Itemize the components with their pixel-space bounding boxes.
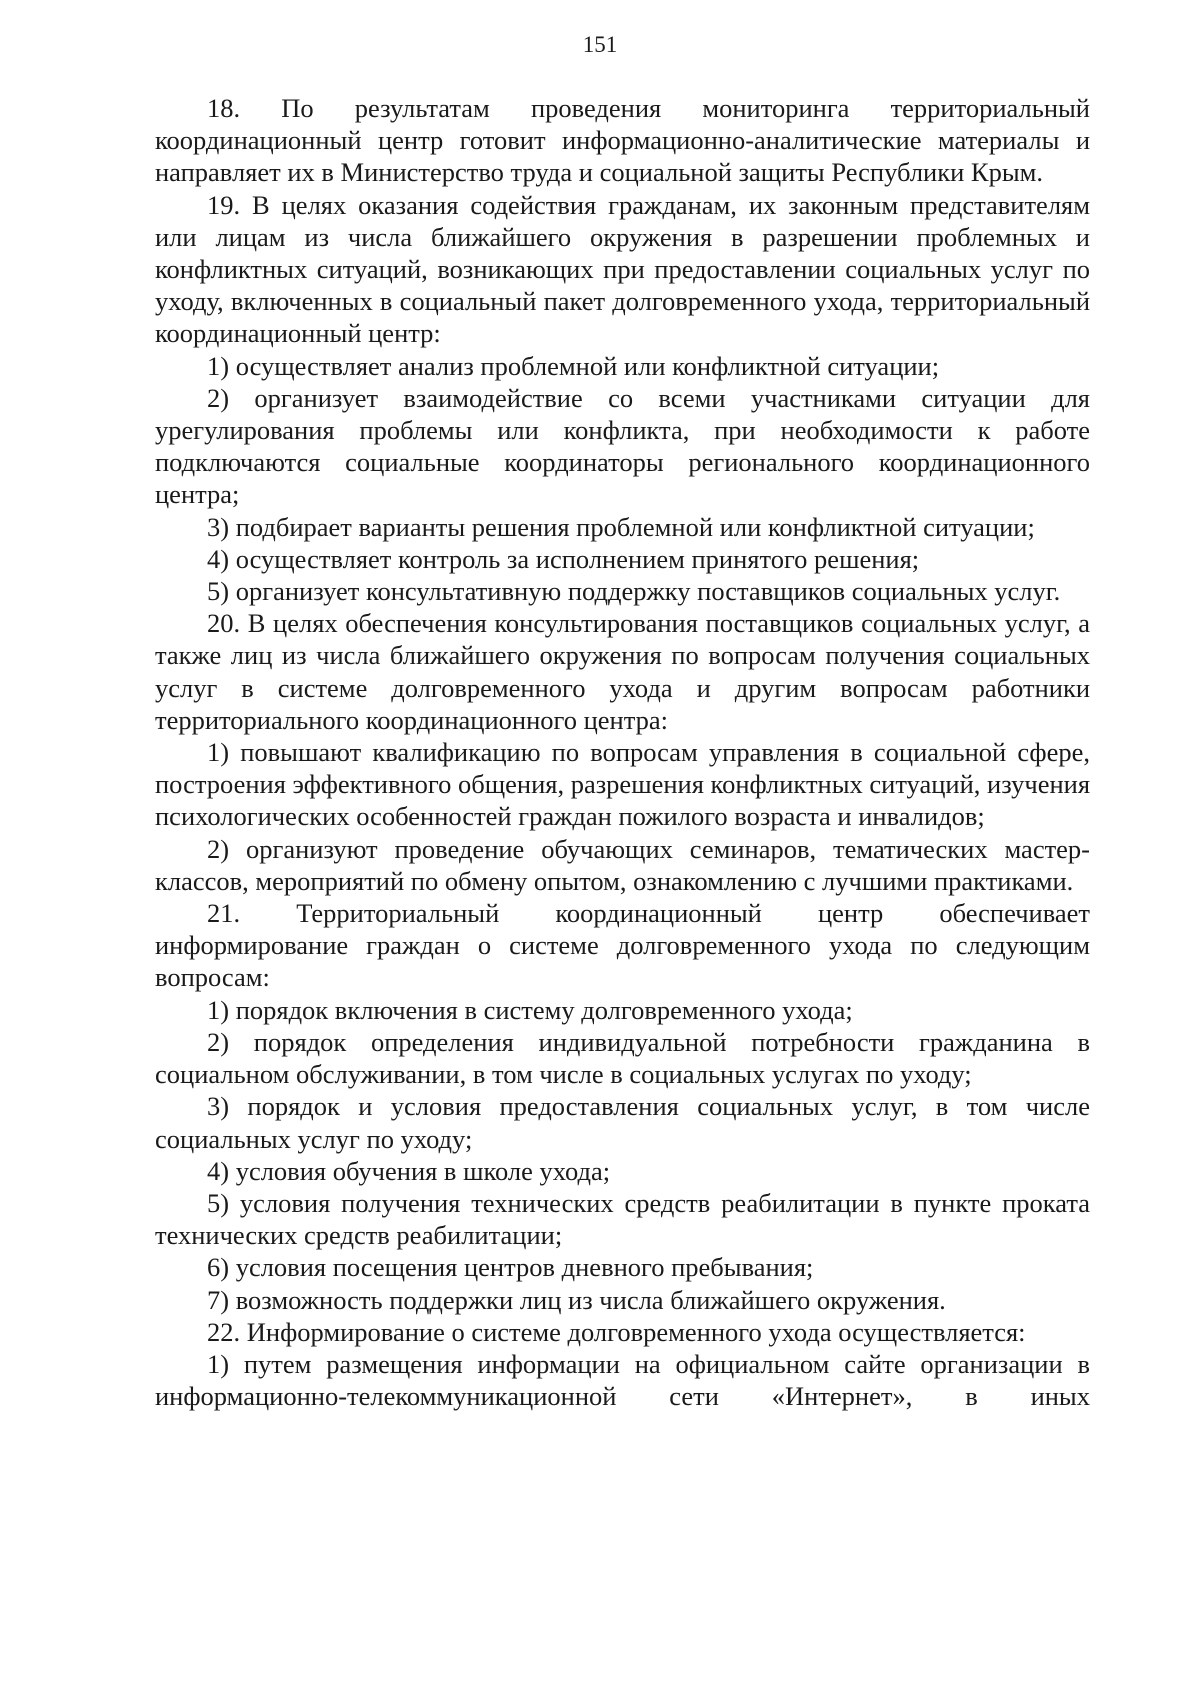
paragraph-21: 21. Территориальный координационный центр обеспечивает информирование граждан о системе долговременного ухода по следующим вопросам: — [155, 898, 1090, 993]
list-item: 4) осуществляет контроль за исполнением принятого решения; — [207, 543, 920, 574]
list-item: 3) подбирает варианты решения проблемной или конфликтной ситуации; — [207, 511, 1035, 542]
list-item: 2) организуют проведение обучающих семинаров, тематических мастер-классов, мероприятий по обмену опытом, ознакомлению с лучшими практиками. — [155, 833, 1090, 896]
page-number: 151 — [582, 32, 618, 57]
list-item: 5) организует консультативную поддержку поставщиков социальных услуг. — [207, 576, 1061, 607]
list-item: 2) организует взаимодействие со всеми участниками ситуации для урегулирования проблемы или конфликта, при необходимости к работе подключаются социальные координаторы регионального координационного центра; — [155, 382, 1090, 510]
list-item: 1) путем размещения информации на официальном сайте организации в информационно-телекоммуникационной сети «Интернет», в иных — [155, 1348, 1090, 1412]
list-item: 1) повышают квалификацию по вопросам управления в социальной сфере, построения эффективного общения, разрешения конфликтных ситуаций, изучения психологических особенностей граждан пожилого возраста и инвалидов; — [155, 737, 1091, 832]
list-item: 1) порядок включения в систему долговременного ухода; — [207, 994, 853, 1025]
paragraph-22: 22. Информирование о системе долговременного ухода осуществляется: — [207, 1316, 1026, 1347]
list-item: 5) условия получения технических средств реабилитации в пункте проката технических средств реабилитации; — [155, 1187, 1090, 1251]
list-item: 2) порядок определения индивидуальной потребности гражданина в социальном обслуживании, в том числе в социальных услугах по уходу; — [155, 1026, 1090, 1090]
list-item: 4) условия обучения в школе ухода; — [207, 1155, 611, 1186]
list-item: 6) условия посещения центров дневного пребывания; — [207, 1252, 814, 1283]
list-item: 1) осуществляет анализ проблемной или конфликтной ситуации; — [207, 350, 940, 381]
list-item: 7) возможность поддержки лиц из числа ближайшего окружения. — [207, 1284, 946, 1315]
document-body — [155, 92, 1090, 1412]
paragraph-19: 19. В целях оказания содействия гражданам, их законным представителям или лицам из числа ближайшего окружения в разрешении проблемных и конфликтных ситуаций, возникающих при предоставлении социальных услуг по уходу, включенных в социальный пакет долговременного ухода, территориальный координационный центр: — [155, 189, 1090, 349]
paragraph-18: 18. По результатам проведения мониторинга территориальный координационный центр готовит информационно-аналитические материалы и направляет их в Министерство труда и социальной защиты Республики Крым. — [155, 93, 1090, 188]
list-item: 3) порядок и условия предоставления социальных услуг, в том числе социальных услуг по уходу; — [155, 1091, 1090, 1154]
paragraph-20: 20. В целях обеспечения консультирования поставщиков социальных услуг, а также лиц из числа ближайшего окружения по вопросам получения социальных услуг в системе долговременного ухода и другим вопросам работники территориального координационного центра: — [155, 608, 1090, 735]
